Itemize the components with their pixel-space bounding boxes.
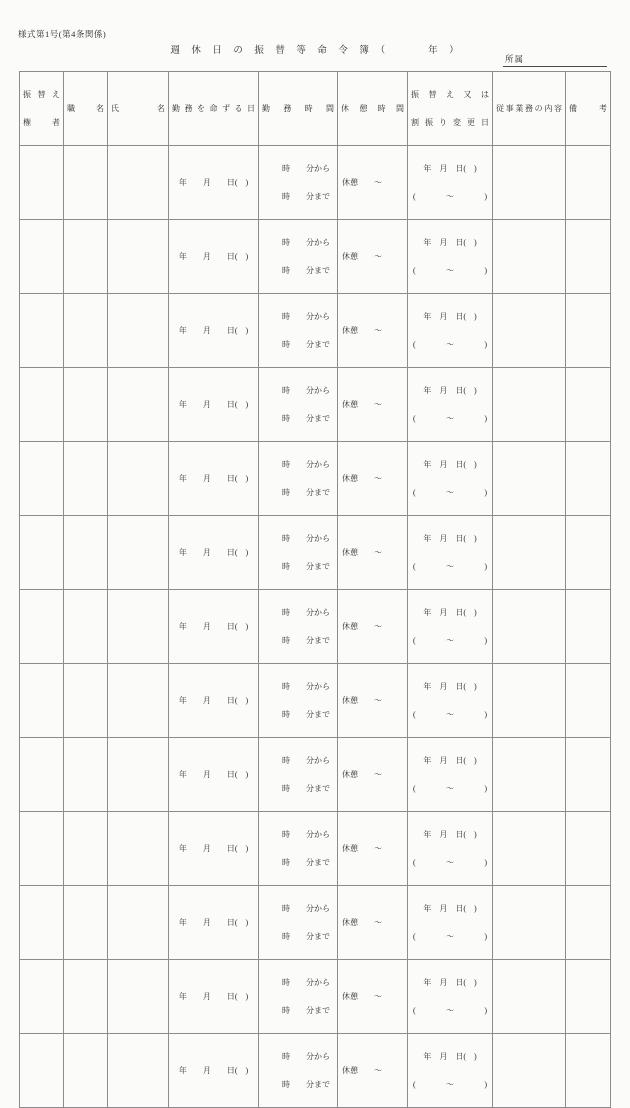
cell-name	[108, 590, 169, 664]
cell-transfer-authority	[20, 886, 64, 960]
cell-transfer-authority	[20, 812, 64, 886]
cell-remarks	[566, 220, 611, 294]
table-row	[20, 220, 611, 294]
cell-remarks	[566, 294, 611, 368]
cell-ordered-work-day: 年 月 日( )	[169, 812, 259, 886]
table-row	[20, 368, 611, 442]
header-name: 氏 名	[108, 72, 169, 146]
transfer-tilde: ～	[446, 635, 454, 645]
cell-remarks	[566, 368, 611, 442]
cell-name	[108, 960, 169, 1034]
transfer-paren-close: )	[484, 191, 487, 201]
transfer-paren-open: (	[413, 709, 416, 719]
cell-job-title	[64, 294, 108, 368]
table-row	[20, 1034, 611, 1108]
transfer-paren-close: )	[484, 1079, 487, 1089]
cell-work-content	[493, 1034, 566, 1108]
transfer-paren-close: )	[484, 561, 487, 571]
header-job-title: 職 名	[64, 72, 108, 146]
work-hours-to: 時 分まで	[282, 635, 330, 645]
cell-transfer-authority	[20, 738, 64, 812]
transfer-date-line: 年 月 日( )	[423, 534, 477, 543]
transfer-range-line	[408, 858, 492, 868]
transfer-paren-close: )	[484, 709, 487, 719]
transfer-range-line	[408, 340, 492, 350]
cell-rest-hours: 休憩 ～	[338, 960, 408, 1034]
transfer-paren-open: (	[413, 265, 416, 275]
transfer-tilde: ～	[446, 413, 454, 423]
transfer-paren-open: (	[413, 487, 416, 497]
cell-ordered-work-day: 年 月 日( )	[169, 220, 259, 294]
cell-work-content	[493, 146, 566, 220]
cell-transfer-or-change-date	[408, 368, 493, 442]
transfer-tilde: ～	[446, 1005, 454, 1015]
transfer-paren-open: (	[413, 1079, 416, 1089]
work-hours-to: 時 分まで	[282, 191, 330, 201]
cell-name	[108, 812, 169, 886]
cell-job-title	[64, 812, 108, 886]
cell-work-content	[493, 220, 566, 294]
transfer-tilde: ～	[446, 931, 454, 941]
transfer-paren-open: (	[413, 635, 416, 645]
table-row	[20, 516, 611, 590]
work-hours-from: 時 分から	[282, 978, 330, 987]
cell-rest-hours: 休憩 ～	[338, 886, 408, 960]
cell-work-content	[493, 738, 566, 812]
cell-name	[108, 738, 169, 812]
cell-transfer-authority	[20, 664, 64, 738]
cell-job-title	[64, 442, 108, 516]
transfer-date-line: 年 月 日( )	[423, 830, 477, 839]
table-row	[20, 590, 611, 664]
work-hours-to: 時 分まで	[282, 1005, 330, 1015]
transfer-range-line	[408, 414, 492, 424]
work-hours-from: 時 分から	[282, 164, 330, 173]
order-table	[19, 71, 611, 1108]
header-work-content: 従事業務の内容	[493, 72, 566, 146]
cell-work-hours	[259, 146, 338, 220]
cell-name	[108, 442, 169, 516]
cell-rest-hours: 休憩 ～	[338, 368, 408, 442]
cell-job-title	[64, 220, 108, 294]
table-row	[20, 886, 611, 960]
work-hours-to: 時 分まで	[282, 1079, 330, 1089]
cell-work-content	[493, 516, 566, 590]
cell-rest-hours: 休憩 ～	[338, 516, 408, 590]
cell-ordered-work-day: 年 月 日( )	[169, 1034, 259, 1108]
cell-transfer-or-change-date	[408, 590, 493, 664]
transfer-range-line	[408, 562, 492, 572]
page-title: 週 休 日 の 振 替 等 命 令 簿 （ 年 ）	[170, 46, 460, 56]
transfer-date-line: 年 月 日( )	[423, 1052, 477, 1061]
cell-work-hours	[259, 664, 338, 738]
transfer-paren-open: (	[413, 561, 416, 571]
transfer-date-line: 年 月 日( )	[423, 164, 477, 173]
transfer-paren-open: (	[413, 931, 416, 941]
cell-job-title	[64, 960, 108, 1034]
transfer-paren-close: )	[484, 339, 487, 349]
cell-rest-hours: 休憩 ～	[338, 442, 408, 516]
transfer-paren-close: )	[484, 931, 487, 941]
cell-transfer-authority	[20, 442, 64, 516]
cell-name	[108, 664, 169, 738]
cell-rest-hours: 休憩 ～	[338, 146, 408, 220]
work-hours-to: 時 分まで	[282, 783, 330, 793]
form-number-label: 様式第1号(第4条関係)	[18, 29, 107, 39]
cell-remarks	[566, 516, 611, 590]
work-hours-from: 時 分から	[282, 756, 330, 765]
transfer-date-line: 年 月 日( )	[423, 756, 477, 765]
work-hours-to: 時 分まで	[282, 265, 330, 275]
cell-transfer-or-change-date	[408, 960, 493, 1034]
transfer-paren-open: (	[413, 783, 416, 793]
cell-job-title	[64, 664, 108, 738]
transfer-date-line: 年 月 日( )	[423, 386, 477, 395]
cell-work-content	[493, 960, 566, 1034]
work-hours-from: 時 分から	[282, 238, 330, 247]
cell-work-hours	[259, 442, 338, 516]
cell-work-hours	[259, 738, 338, 812]
cell-transfer-or-change-date	[408, 516, 493, 590]
transfer-date-line: 年 月 日( )	[423, 978, 477, 987]
header-rest-hours: 休 憩 時 間	[338, 72, 408, 146]
table-row	[20, 812, 611, 886]
cell-rest-hours: 休憩 ～	[338, 220, 408, 294]
transfer-tilde: ～	[446, 561, 454, 571]
transfer-tilde: ～	[446, 783, 454, 793]
cell-job-title	[64, 886, 108, 960]
work-hours-from: 時 分から	[282, 904, 330, 913]
cell-work-content	[493, 664, 566, 738]
transfer-range-line	[408, 932, 492, 942]
cell-ordered-work-day: 年 月 日( )	[169, 738, 259, 812]
transfer-range-line	[408, 1006, 492, 1016]
work-hours-from: 時 分から	[282, 682, 330, 691]
cell-ordered-work-day: 年 月 日( )	[169, 516, 259, 590]
cell-work-content	[493, 294, 566, 368]
work-hours-to: 時 分まで	[282, 487, 330, 497]
cell-remarks	[566, 886, 611, 960]
cell-ordered-work-day: 年 月 日( )	[169, 590, 259, 664]
transfer-tilde: ～	[446, 1079, 454, 1089]
cell-name	[108, 146, 169, 220]
transfer-date-line: 年 月 日( )	[423, 460, 477, 469]
cell-job-title	[64, 738, 108, 812]
cell-transfer-or-change-date	[408, 146, 493, 220]
transfer-date-line: 年 月 日( )	[423, 312, 477, 321]
work-hours-to: 時 分まで	[282, 709, 330, 719]
transfer-paren-open: (	[413, 191, 416, 201]
cell-rest-hours: 休憩 ～	[338, 738, 408, 812]
table-row	[20, 738, 611, 812]
transfer-paren-open: (	[413, 857, 416, 867]
cell-work-content	[493, 886, 566, 960]
cell-work-hours	[259, 812, 338, 886]
cell-name	[108, 220, 169, 294]
cell-work-hours	[259, 960, 338, 1034]
transfer-paren-close: )	[484, 783, 487, 793]
affiliation-field	[503, 53, 607, 67]
transfer-tilde: ～	[446, 191, 454, 201]
affiliation-label: 所属	[505, 54, 525, 64]
transfer-paren-open: (	[413, 1005, 416, 1015]
cell-transfer-authority	[20, 294, 64, 368]
cell-job-title	[64, 146, 108, 220]
transfer-range-line	[408, 636, 492, 646]
transfer-date-line: 年 月 日( )	[423, 682, 477, 691]
cell-work-hours	[259, 886, 338, 960]
transfer-tilde: ～	[446, 339, 454, 349]
work-hours-to: 時 分まで	[282, 413, 330, 423]
work-hours-to: 時 分まで	[282, 561, 330, 571]
transfer-range-line	[408, 266, 492, 276]
transfer-range-line	[408, 1080, 492, 1090]
header-remarks: 備 考	[566, 72, 611, 146]
cell-rest-hours: 休憩 ～	[338, 590, 408, 664]
table-row	[20, 294, 611, 368]
cell-name	[108, 886, 169, 960]
transfer-tilde: ～	[446, 487, 454, 497]
header-transfer-or-change-date	[408, 72, 493, 146]
cell-work-hours	[259, 368, 338, 442]
transfer-paren-close: )	[484, 635, 487, 645]
header-ordered-work-day: 勤務を命ずる日	[169, 72, 259, 146]
cell-transfer-authority	[20, 516, 64, 590]
transfer-paren-close: )	[484, 265, 487, 275]
cell-name	[108, 516, 169, 590]
transfer-tilde: ～	[446, 857, 454, 867]
cell-remarks	[566, 738, 611, 812]
table-row	[20, 442, 611, 516]
cell-work-hours	[259, 516, 338, 590]
cell-rest-hours: 休憩 ～	[338, 294, 408, 368]
transfer-range-line	[408, 192, 492, 202]
cell-work-hours	[259, 220, 338, 294]
header-transfer-authority	[20, 72, 64, 146]
header-transfer-authority-line1: 振替え	[23, 90, 60, 99]
cell-job-title	[64, 516, 108, 590]
cell-transfer-authority	[20, 590, 64, 664]
cell-job-title	[64, 590, 108, 664]
cell-rest-hours: 休憩 ～	[338, 664, 408, 738]
header-transfer-or-change-date-line2: 割振り変更日	[411, 117, 489, 127]
transfer-paren-close: )	[484, 1005, 487, 1015]
cell-transfer-authority	[20, 1034, 64, 1108]
cell-work-hours	[259, 1034, 338, 1108]
cell-work-content	[493, 368, 566, 442]
table-row	[20, 146, 611, 220]
transfer-date-line: 年 月 日( )	[423, 904, 477, 913]
cell-ordered-work-day: 年 月 日( )	[169, 960, 259, 1034]
cell-remarks	[566, 812, 611, 886]
cell-ordered-work-day: 年 月 日( )	[169, 294, 259, 368]
cell-transfer-or-change-date	[408, 294, 493, 368]
cell-job-title	[64, 368, 108, 442]
cell-rest-hours: 休憩 ～	[338, 812, 408, 886]
cell-ordered-work-day: 年 月 日( )	[169, 664, 259, 738]
cell-ordered-work-day: 年 月 日( )	[169, 886, 259, 960]
cell-job-title	[64, 1034, 108, 1108]
cell-ordered-work-day: 年 月 日( )	[169, 146, 259, 220]
cell-transfer-authority	[20, 960, 64, 1034]
work-hours-from: 時 分から	[282, 830, 330, 839]
cell-name	[108, 368, 169, 442]
cell-transfer-or-change-date	[408, 664, 493, 738]
transfer-tilde: ～	[446, 709, 454, 719]
transfer-range-line	[408, 784, 492, 794]
cell-transfer-authority	[20, 146, 64, 220]
cell-remarks	[566, 1034, 611, 1108]
cell-remarks	[566, 960, 611, 1034]
work-hours-to: 時 分まで	[282, 857, 330, 867]
cell-transfer-authority	[20, 368, 64, 442]
header-work-hours: 勤 務 時 間	[259, 72, 338, 146]
transfer-date-line: 年 月 日( )	[423, 238, 477, 247]
table-row	[20, 664, 611, 738]
transfer-range-line	[408, 488, 492, 498]
header-transfer-authority-line2: 権 者	[23, 117, 60, 127]
transfer-paren-open: (	[413, 339, 416, 349]
cell-remarks	[566, 590, 611, 664]
cell-transfer-or-change-date	[408, 220, 493, 294]
work-hours-from: 時 分から	[282, 1052, 330, 1061]
work-hours-to: 時 分まで	[282, 931, 330, 941]
cell-work-content	[493, 812, 566, 886]
cell-work-content	[493, 442, 566, 516]
cell-work-content	[493, 590, 566, 664]
transfer-date-line: 年 月 日( )	[423, 608, 477, 617]
transfer-tilde: ～	[446, 265, 454, 275]
cell-transfer-or-change-date	[408, 886, 493, 960]
work-hours-from: 時 分から	[282, 460, 330, 469]
work-hours-from: 時 分から	[282, 608, 330, 617]
cell-work-hours	[259, 590, 338, 664]
cell-remarks	[566, 146, 611, 220]
cell-transfer-or-change-date	[408, 812, 493, 886]
cell-remarks	[566, 664, 611, 738]
header-transfer-or-change-date-line1: 振替え又は	[411, 90, 489, 99]
work-hours-to: 時 分まで	[282, 339, 330, 349]
work-hours-from: 時 分から	[282, 386, 330, 395]
cell-transfer-authority	[20, 220, 64, 294]
transfer-paren-close: )	[484, 857, 487, 867]
transfer-paren-open: (	[413, 413, 416, 423]
cell-name	[108, 1034, 169, 1108]
cell-ordered-work-day: 年 月 日( )	[169, 442, 259, 516]
cell-transfer-or-change-date	[408, 738, 493, 812]
cell-ordered-work-day: 年 月 日( )	[169, 368, 259, 442]
work-hours-from: 時 分から	[282, 534, 330, 543]
table-body	[20, 146, 611, 1108]
cell-name	[108, 294, 169, 368]
cell-transfer-or-change-date	[408, 1034, 493, 1108]
cell-transfer-or-change-date	[408, 442, 493, 516]
table-header-row	[20, 72, 611, 146]
cell-work-hours	[259, 294, 338, 368]
transfer-paren-close: )	[484, 413, 487, 423]
cell-remarks	[566, 442, 611, 516]
cell-rest-hours: 休憩 ～	[338, 1034, 408, 1108]
table-row	[20, 960, 611, 1034]
work-hours-from: 時 分から	[282, 312, 330, 321]
transfer-paren-close: )	[484, 487, 487, 497]
transfer-range-line	[408, 710, 492, 720]
